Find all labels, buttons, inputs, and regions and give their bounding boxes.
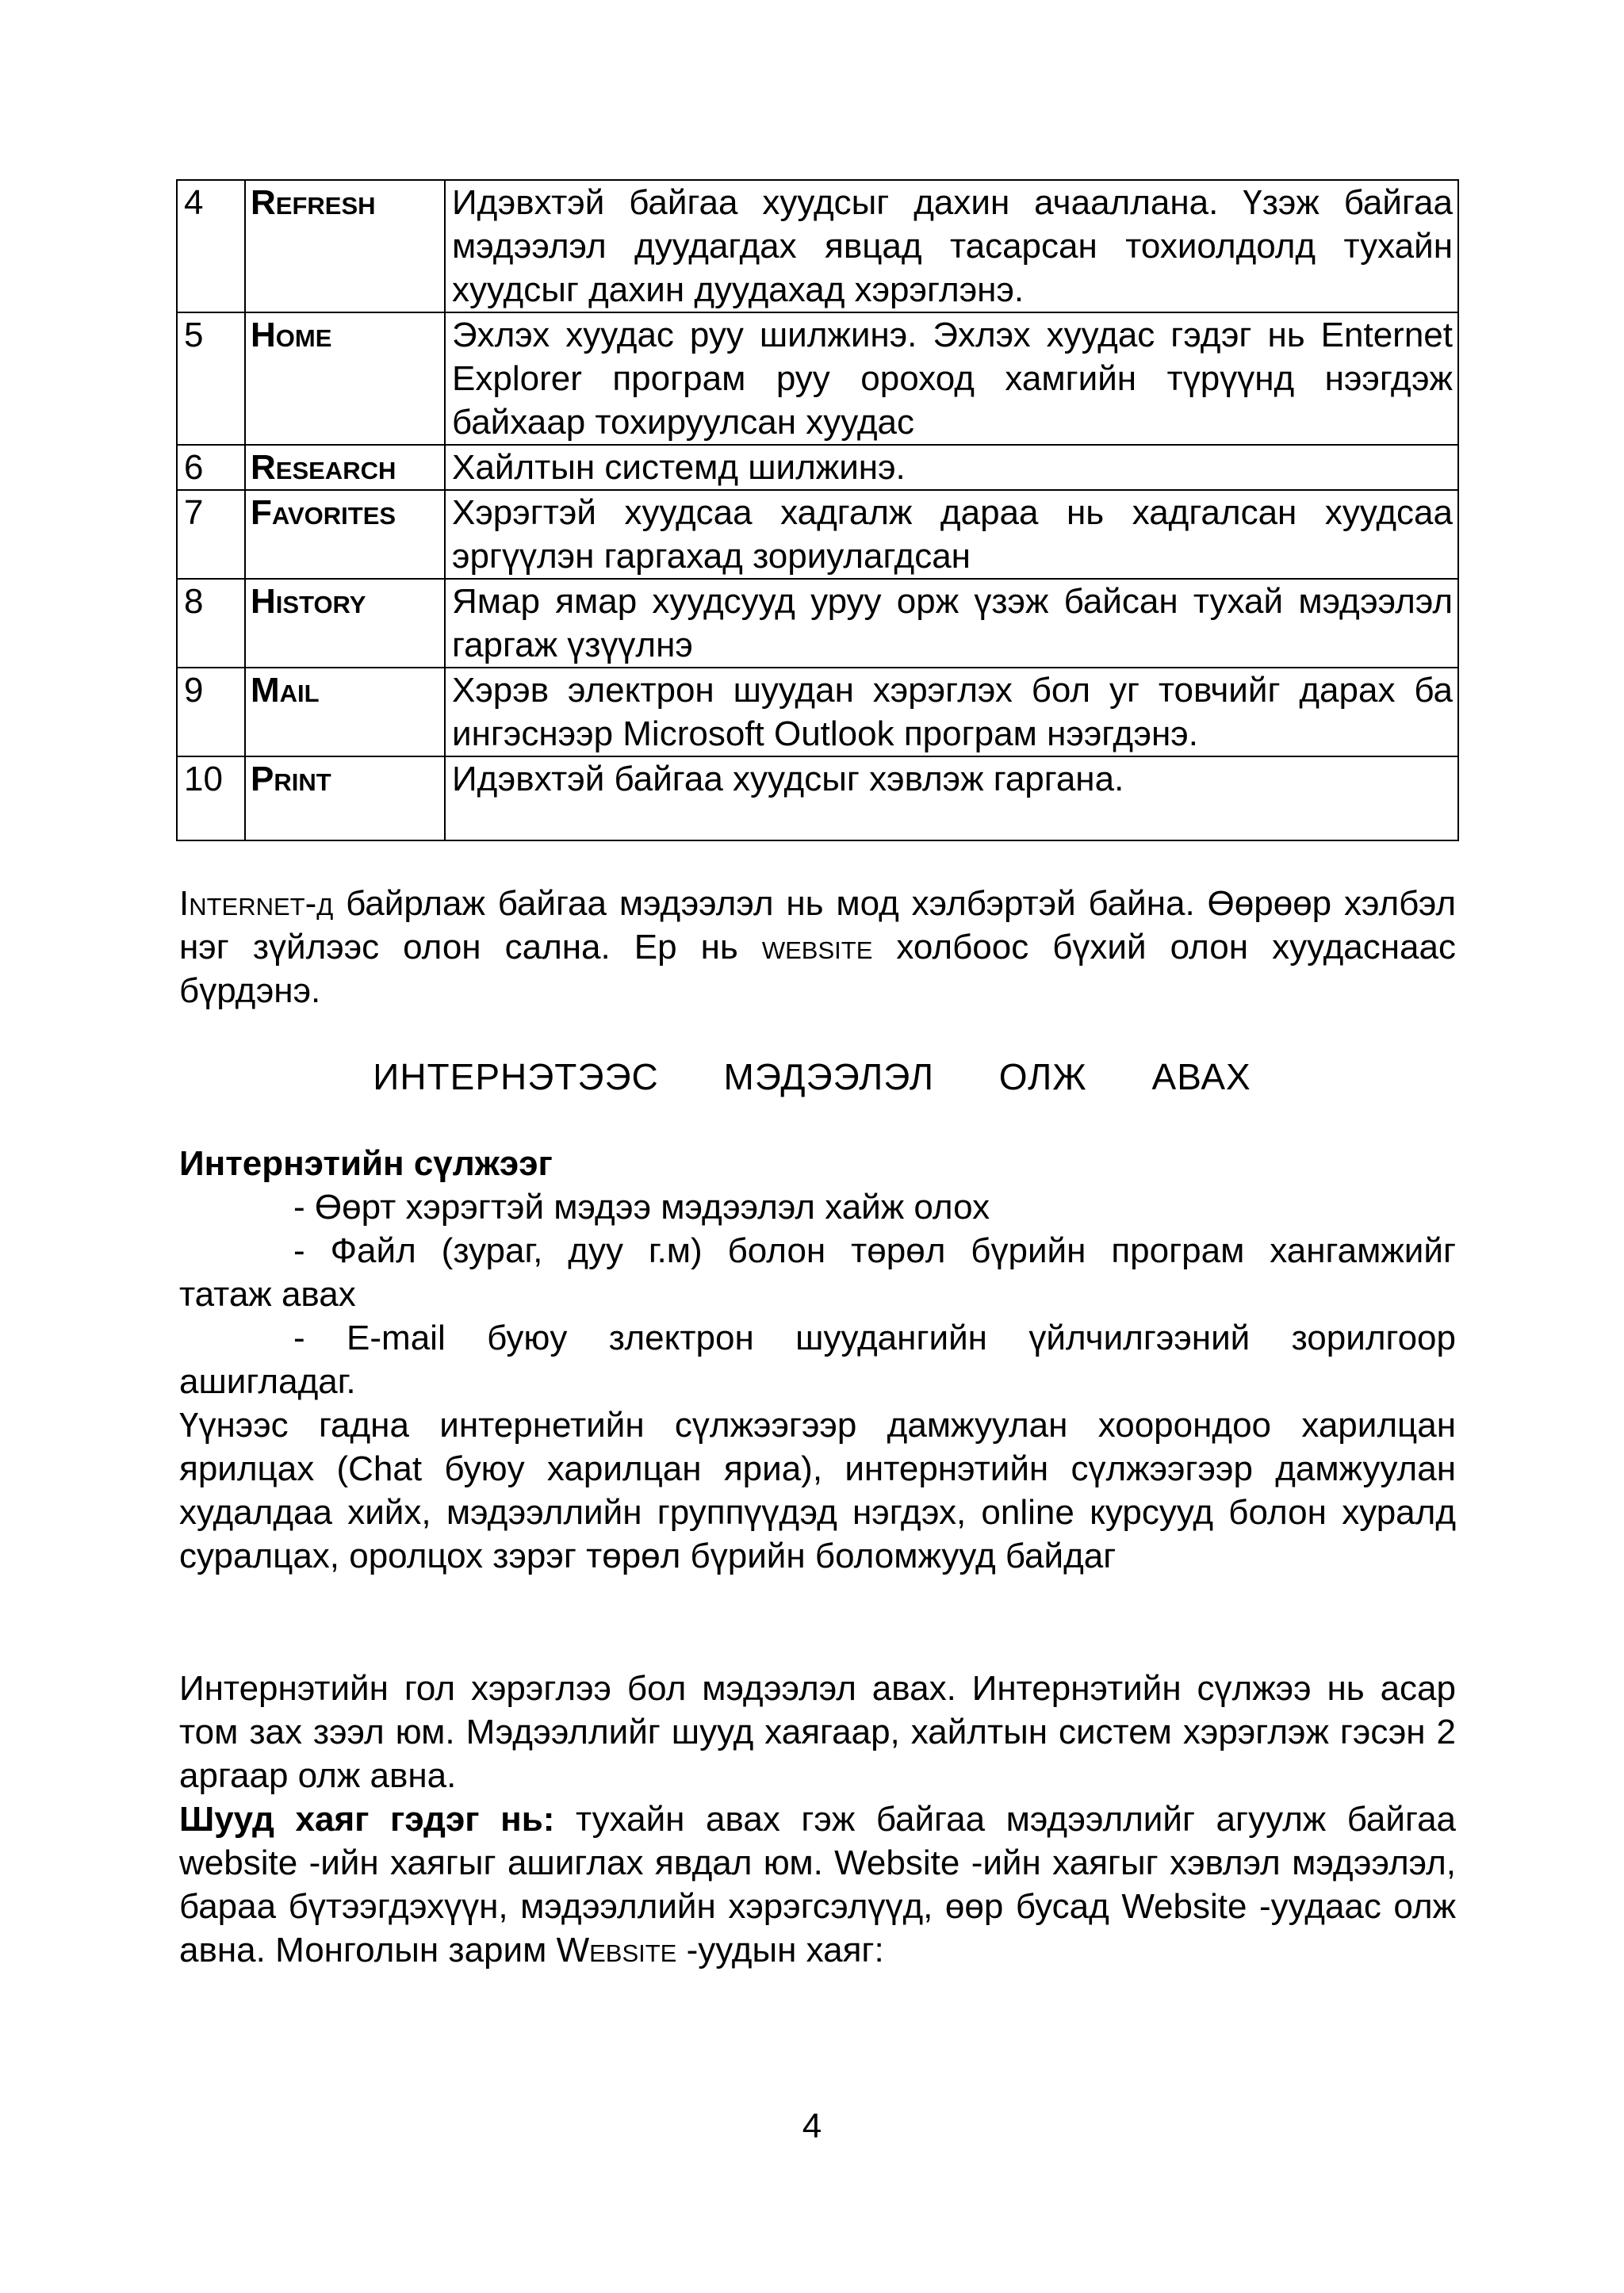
network-paragraph: Үүнээс гадна интернетийн сүлжээгээр дамжуулан хоорондоо харилцан ярилцах (Chat буюу харилцан яриа), интернэтийн сүлжээгээр дамжуулан худалдаа хийх, мэдээллийн группүүдэд нэгдэх, online курсууд болон хуралд суралцах, оролцох зэрэг төрөл бүрийн боломжууд байдаг [179,1406,1456,1575]
button-description: Эхлэх хуудас руу шилжинэ. Эхлэх хуудас гэдэг нь Enternet Explorer програм руу ороход хамгийн түрүүнд нээгдэж байхаар тохируулсан хуудас [445,312,1458,445]
table-row [177,180,1458,312]
intro-text-b: холбоос бүхий олон хуудаснаас бүрдэнэ. [179,928,1456,1010]
direct-address-paragraph [179,1797,1456,1972]
table-row [177,312,1458,445]
intro-paragraph [179,882,1456,1013]
button-description: Хэрэгтэй хуудсаа хадгалж дараа нь хадгалсан хуудсаа эргүүлэн гаргахад зориулагдсан [445,490,1458,579]
row-number: 5 [177,312,245,445]
table-row [177,756,1458,840]
row-number: 4 [177,180,245,312]
button-name: Home [245,312,445,445]
direct-address-text-a: тухайн авах гэж байгаа мэдээллийг агуулж байгаа website -ийн хаягыг ашиглах явдал юм. Website -ийн хаягыг хэвлэл мэдээлэл, бараа бүтээгдэхүүн, мэдээллийн хэрэгсэлүүд, өөр бусад Website -уудаас олж авна. Монголын зарим [179,1800,1457,1970]
list-item: - Файл (зураг, дуу г.м) болон төрөл бүрийн програм хангамжийг [293,1231,1456,1270]
table-row [177,445,1458,490]
network-title: Интернэтийн сүлжээг [179,1144,553,1183]
usage-paragraph: Интернэтийн гол хэрэглээ бол мэдээлэл авах. Интернэтийн сүлжээ нь асар том зах зээл юм. Мэдээллийг шууд хаягаар, хайлтын систем хэрэглэж гэсэн 2 аргаар олж авна. [179,1669,1456,1795]
term-internet: Internet-д [179,884,334,923]
button-name: History [245,579,445,668]
row-number: 7 [177,490,245,579]
button-name: Favorites [245,490,445,579]
table-row [177,490,1458,579]
direct-address-label: Шууд хаяг гэдэг нь: [179,1800,555,1839]
button-name: Mail [245,668,445,756]
list-item: - E-mail буюу злектрон шуудангийн үйлчилгээний зорилгоор [293,1319,1456,1357]
button-name: Research [245,445,445,490]
intro-text-a: байрлаж байгаа мэдээлэл нь мод хэлбэртэй байна. Өөрөөр хэлбэл нэг зүйлээс олон сална. Ер нь [179,884,1456,967]
network-section [179,1142,1456,1578]
button-description: Хэрэв электрон шуудан хэрэглэх бол уг товчийг дарах ба ингэснээр Microsoft Outlook програм нээгдэнэ. [445,668,1458,756]
row-number: 10 [177,756,245,840]
list-item-continuation: ашигладаг. [179,1362,356,1401]
button-description: Хайлтын системд шилжинэ. [445,445,1458,490]
section-heading: ИНТЕРНЭТЭЭС МЭДЭЭЛЭЛ ОЛЖ АВАХ [373,1056,1251,1097]
row-number: 9 [177,668,245,756]
button-description: Ямар ямар хуудсууд уруу орж үзэж байсан тухай мэдээлэл гаргаж үзүүлнэ [445,579,1458,668]
button-name: Print [245,756,445,840]
button-description: Идэвхтэй байгаа хуудсыг хэвлэж гаргана. [445,756,1458,840]
list-item-continuation: татаж авах [179,1275,356,1314]
table-row [177,579,1458,668]
term-website: website [761,928,873,967]
table-row [177,668,1458,756]
row-number: 6 [177,445,245,490]
page-number: 4 [802,2107,822,2146]
button-description: Идэвхтэй байгаа хуудсыг дахин ачааллана. Үзэж байгаа мэдээлэл дуудагдах явцад тасарсан тохиолдолд тухайн хуудсыг дахин дуудахад хэрэглэнэ. [445,180,1458,312]
button-name: Refresh [245,180,445,312]
direct-address-text-b: -уудын хаяг: [676,1931,884,1970]
row-number: 8 [177,579,245,668]
term-website: Website [556,1931,677,1970]
list-item: - Өөрт хэрэгтэй мэдээ мэдээлэл хайж олох [293,1188,990,1227]
toolbar-buttons-table [176,179,1459,841]
